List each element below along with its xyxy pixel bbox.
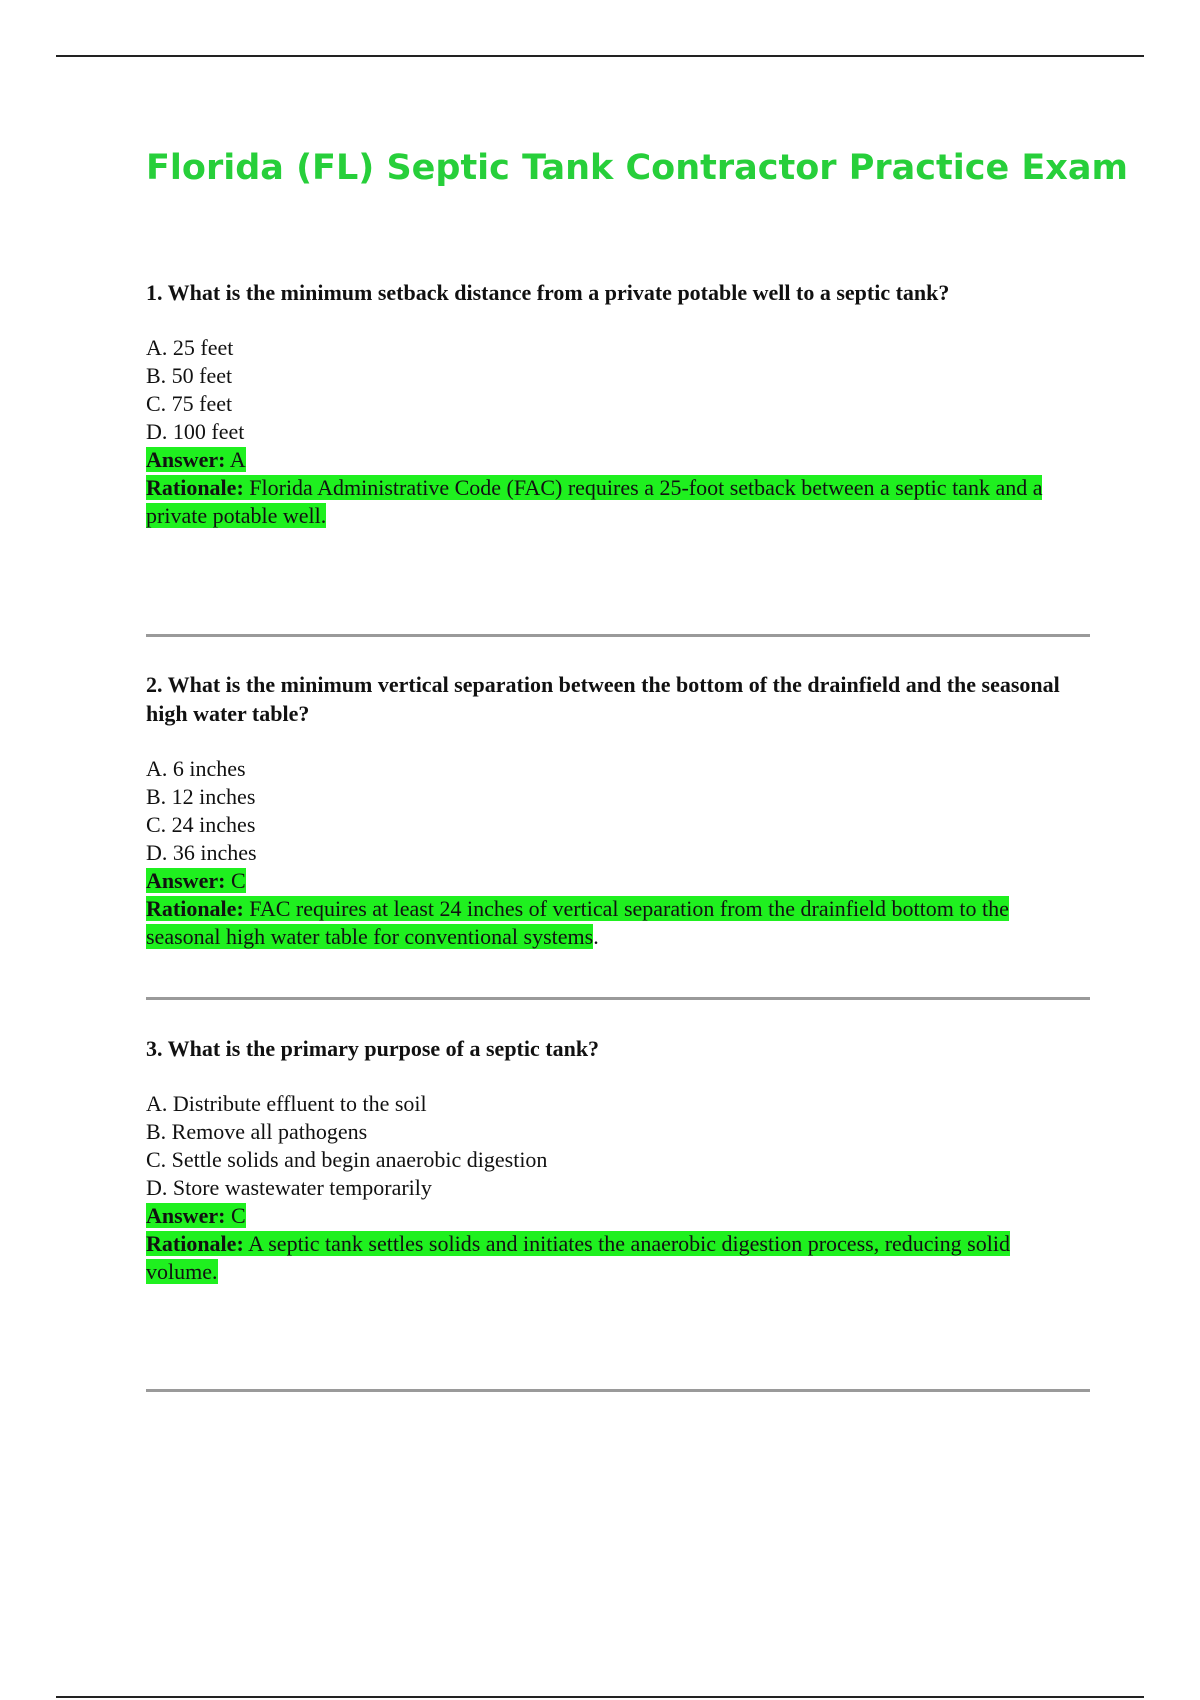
rationale-text: A septic tank settles solids and initiates the anaerobic digestion process, reducing solid volume.	[146, 1231, 1010, 1284]
answer-line	[146, 446, 1086, 474]
options-list	[146, 755, 1086, 867]
option-d: D. Store wastewater temporarily	[146, 1175, 432, 1200]
option-b: B. Remove all pathogens	[146, 1119, 368, 1144]
option-c: C. Settle solids and begin anaerobic digestion	[146, 1147, 548, 1172]
question-block-1	[146, 278, 1086, 530]
rationale-label: Rationale:	[146, 475, 244, 500]
question-block-3	[146, 1034, 1086, 1286]
question-text: 2. What is the minimum vertical separation between the bottom of the drainfield and the seasonal high water table?	[146, 672, 1060, 726]
option-c: C. 24 inches	[146, 812, 256, 837]
rationale-line	[146, 474, 1086, 530]
answer-value: C	[230, 1203, 246, 1228]
answer-line	[146, 867, 1086, 895]
rationale-label: Rationale:	[146, 1231, 244, 1256]
rationale-line	[146, 895, 1086, 951]
options-list	[146, 1090, 1086, 1202]
rationale-text: FAC requires at least 24 inches of vertical separation from the drainfield bottom to the seasonal high water table for conventional systems	[146, 896, 1009, 949]
document-title: Florida (FL) Septic Tank Contractor Practice Exam	[146, 148, 1128, 188]
answer-value: C	[230, 868, 246, 893]
question-text: 3. What is the primary purpose of a septic tank?	[146, 1036, 600, 1061]
section-divider	[146, 634, 1090, 637]
question-text: 1. What is the minimum setback distance from a private potable well to a septic tank?	[146, 280, 950, 305]
option-b: B. 50 feet	[146, 363, 233, 388]
options-list	[146, 334, 1086, 446]
answer-value: A	[229, 447, 246, 472]
section-divider	[146, 997, 1090, 1000]
section-divider	[146, 1389, 1090, 1392]
answer-label: Answer:	[146, 1203, 226, 1228]
rationale-label: Rationale:	[146, 896, 244, 921]
rationale-line	[146, 1230, 1086, 1286]
question-block-2	[146, 670, 1086, 951]
option-a: A. 25 feet	[146, 335, 234, 360]
option-a: A. 6 inches	[146, 756, 246, 781]
option-d: D. 100 feet	[146, 419, 245, 444]
answer-label: Answer:	[146, 868, 226, 893]
answer-line	[146, 1202, 1086, 1230]
rationale-tail: .	[593, 924, 599, 949]
page-bottom-rule	[56, 1696, 1144, 1698]
answer-label: Answer:	[146, 447, 226, 472]
option-c: C. 75 feet	[146, 391, 233, 416]
option-d: D. 36 inches	[146, 840, 257, 865]
page-top-rule	[56, 55, 1144, 57]
option-a: A. Distribute effluent to the soil	[146, 1091, 427, 1116]
rationale-text: Florida Administrative Code (FAC) requires a 25-foot setback between a septic tank and a private potable well.	[146, 475, 1043, 528]
option-b: B. 12 inches	[146, 784, 256, 809]
